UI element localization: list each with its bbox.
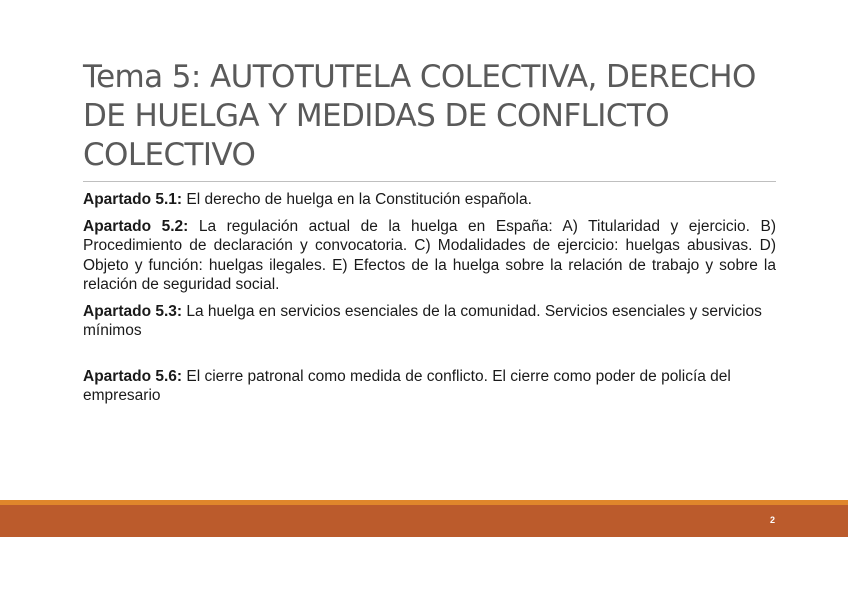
list-item-5-3	[83, 302, 776, 341]
list-item-5-1	[83, 190, 776, 210]
item-text: El derecho de huelga en la Constitución española.	[182, 191, 532, 208]
page-number: 2	[769, 515, 775, 525]
item-label: Apartado 5.6:	[83, 367, 183, 385]
item-text: La regulación actual de la huelga en España: A) Titularidad y ejercicio. B) Procedimiento de declaración y convocatoria. C) Modalidades de ejercicio: huelgas abusivas. D) Objeto y función: huelgas ilegales. E) Efectos de la huelga sobre la relación de trabajo y sobre la relación de seguridad social.	[83, 217, 776, 293]
item-label: Apartado 5.1:	[83, 191, 183, 208]
item-text: La huelga en servicios esenciales de la comunidad. Servicios esenciales y servicios mínimos	[83, 302, 762, 339]
title-divider	[83, 181, 776, 182]
slide-title: Tema 5: AUTOTUTELA COLECTIVA, DERECHO DE HUELGA Y MEDIDAS DE CONFLICTO COLECTIVO	[83, 59, 756, 173]
list-item-5-6	[83, 367, 776, 406]
list-item-5-2	[83, 217, 776, 295]
item-label: Apartado 5.2:	[83, 217, 189, 235]
item-label: Apartado 5.3:	[83, 302, 183, 320]
footer-band	[0, 505, 848, 537]
item-text: El cierre patronal como medida de conflicto. El cierre como poder de policía del empresario	[83, 367, 731, 404]
content-area	[83, 190, 776, 413]
